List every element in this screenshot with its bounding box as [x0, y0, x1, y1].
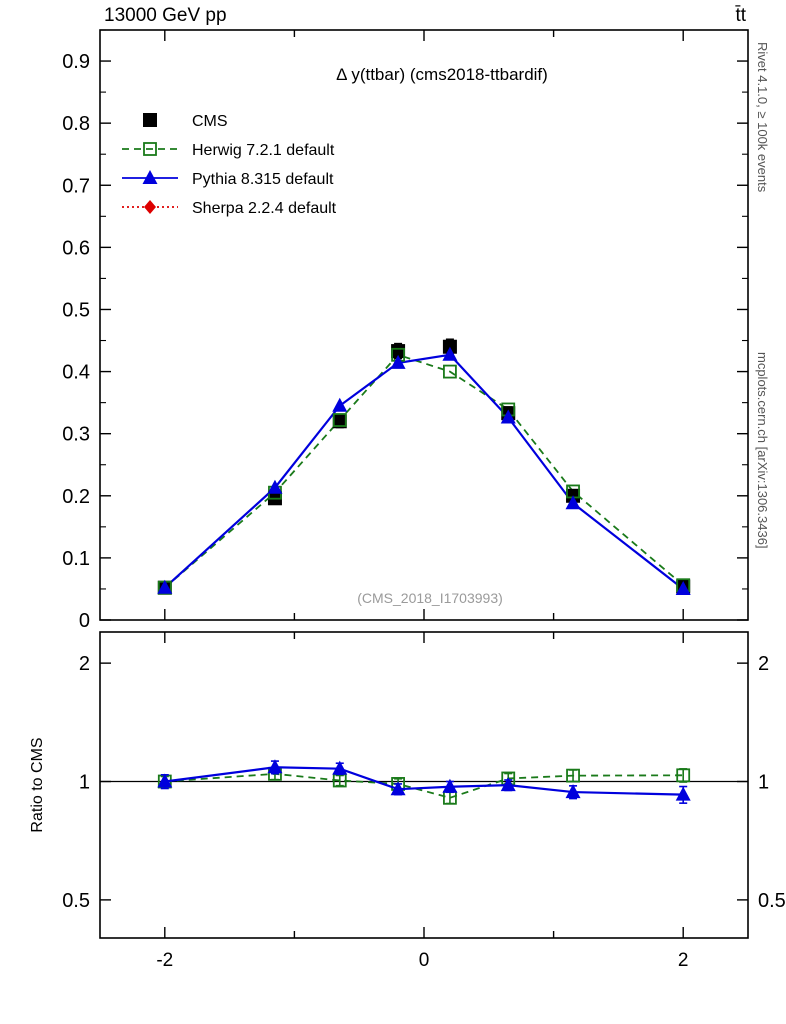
legend-marker [144, 200, 156, 214]
pythia-marker [332, 398, 347, 412]
series-line-pythia [165, 355, 683, 589]
legend-marker [143, 170, 158, 184]
rivet-version-label: Rivet 4.1.0, ≥ 100k events [755, 42, 770, 193]
legend-marker [143, 113, 157, 127]
y-tick-label: 0.1 [62, 547, 90, 570]
header-right-label: t̄t [735, 5, 746, 26]
main-panel [62, 30, 748, 632]
ratio-pythia-marker [267, 759, 282, 773]
y-tick-label: 0.6 [62, 237, 90, 260]
y-tick-label: 0.4 [62, 361, 90, 384]
legend-label: Sherpa 2.2.4 default [192, 200, 337, 217]
ratio-y-tick-label-right: 1 [758, 771, 770, 794]
y-tick-label: 0.7 [62, 175, 90, 198]
header-left-label: 13000 GeV pp [104, 5, 227, 26]
y-tick-label: 0 [78, 610, 90, 632]
x-tick-label: 2 [677, 950, 689, 971]
y-tick-label: 0.2 [62, 485, 90, 508]
series-line-herwig [165, 355, 683, 588]
ratio-panel [29, 632, 786, 971]
mcplots-reference-label: mcplots.cern.ch [arXiv:1306.3436] [755, 352, 770, 549]
legend-label: Pythia 8.315 default [192, 171, 334, 188]
y-tick-label: 0.9 [62, 51, 90, 74]
main-title: Δ y(ttbar) (cms2018-ttbardif) [336, 65, 548, 84]
analysis-watermark: (CMS_2018_I1703993) [357, 590, 503, 606]
ratio-y-tick-label: 1 [78, 771, 90, 794]
ratio-y-tick-label: 0.5 [62, 889, 90, 912]
legend-label: Herwig 7.2.1 default [192, 142, 335, 159]
x-tick-label: -2 [156, 950, 174, 971]
ratio-series-line [165, 774, 683, 798]
ratio-plot-frame [100, 632, 748, 938]
ratio-y-tick-label-right: 2 [758, 653, 770, 676]
ratio-y-tick-label-right: 0.5 [758, 889, 786, 912]
x-tick-label: 0 [418, 950, 430, 971]
y-tick-label: 0.3 [62, 423, 90, 446]
y-tick-label: 0.8 [62, 113, 90, 136]
legend-label: CMS [192, 113, 228, 130]
y-tick-label: 0.5 [62, 299, 90, 322]
ratio-y-tick-label: 2 [78, 653, 90, 676]
ratio-y-axis-label: Ratio to CMS [29, 737, 46, 833]
